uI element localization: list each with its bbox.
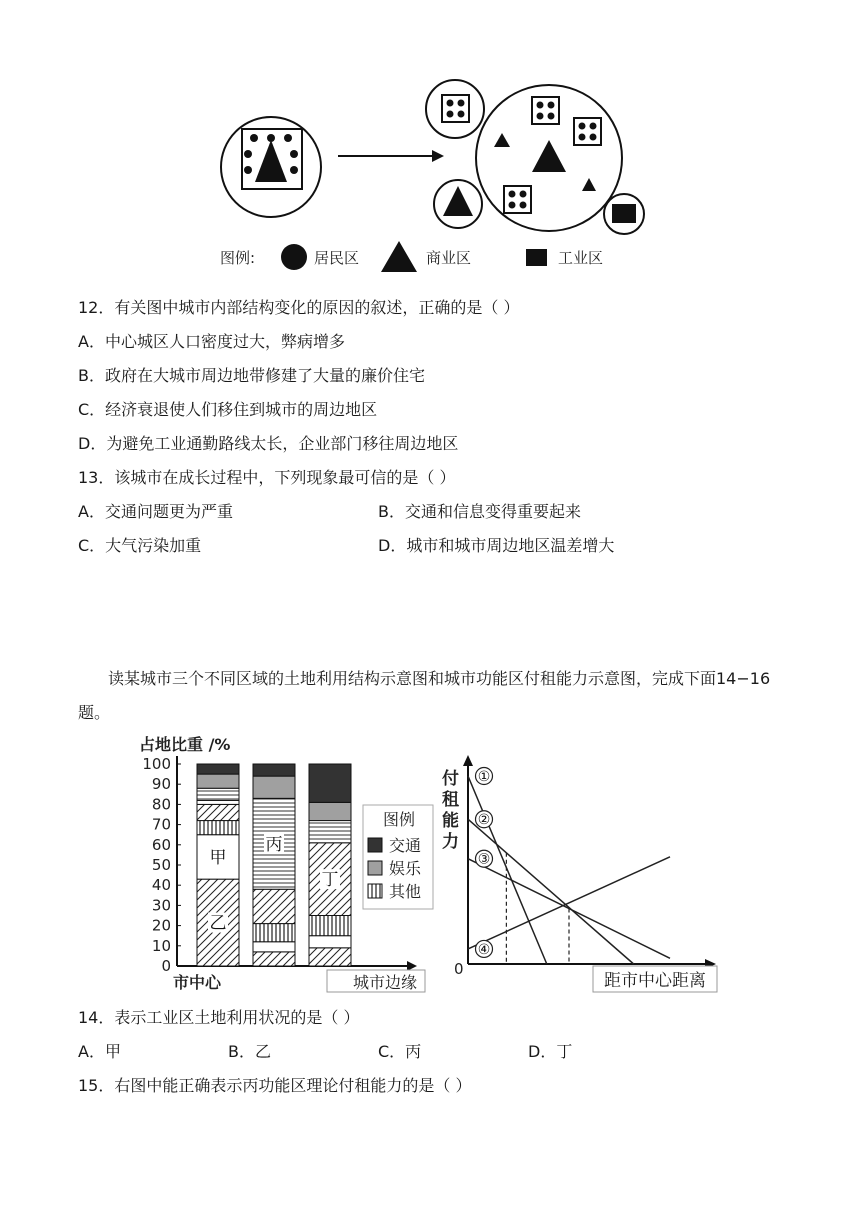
bar-segment [197,774,239,788]
bar-segment [197,788,239,800]
rent-x-axis-label: 距市中心距离 [604,971,706,991]
bar-y-tick-label: 0 [161,957,171,975]
bar-segment [309,948,351,966]
bar-y-tick-label: 40 [151,876,171,895]
arrow-right-icon [432,150,444,162]
q14-stem: 14．表示工业区土地利用状况的是（ ） [78,1008,360,1027]
bar-y-tick-label: 70 [151,815,171,834]
legend-commercial: 商业区 [426,249,472,267]
bar-y-axis-label: 占地比重 /% [139,735,231,754]
q12-option-d[interactable]: D．为避免工业通勤路线太长，企业部门移往周边地区 [78,434,459,453]
bar-segment [253,924,295,942]
bar-segment [309,802,351,820]
rent-y-axis-label: 付租能力 [442,769,459,852]
q12-option-a[interactable]: A．中心城区人口密度过大，弊病增多 [78,332,345,351]
rent-origin-label: 0 [454,960,464,978]
bar-segment [309,936,351,948]
bar-segment [309,821,351,843]
q13-option-b[interactable]: B．交通和信息变得重要起来 [378,502,581,521]
q12-option-b[interactable]: B．政府在大城市周边地带修建了大量的廉价住宅 [78,366,425,385]
bar-segment [253,764,295,776]
bar-segment-label: 丙 [265,834,283,855]
legend-title: 图例: [220,249,256,267]
bar-segment [197,821,239,835]
bar-segment [253,952,295,966]
q14-option-c[interactable]: C．丙 [378,1042,422,1061]
bar-y-tick-label: 30 [151,896,171,915]
q15-stem: 15．右图中能正确表示丙功能区理论付租能力的是（ ） [78,1076,472,1095]
rent-series-line [468,819,634,964]
commercial-triangle-icon [255,140,287,182]
bar-segment [309,764,351,802]
bar-legend-title: 图例 [383,810,416,829]
rent-series-line [468,776,547,964]
q14-option-d[interactable]: D．丁 [528,1042,573,1061]
rent-series-label: ① [477,769,491,785]
legend-residential: 居民区 [314,249,360,267]
industrial-legend-icon [526,249,547,266]
bar-segment [253,776,295,798]
bar-segment [197,804,239,820]
rent-series-label: ④ [477,941,491,958]
rent-series-line [468,857,670,949]
rent-series-label: ② [477,812,491,829]
q13-option-a[interactable]: A．交通问题更为严重 [78,502,233,521]
q14-option-b[interactable]: B．乙 [228,1042,271,1061]
q12-option-c[interactable]: C．经济衰退使人们移住到城市的周边地区 [78,400,378,419]
q13-option-d[interactable]: D．城市和城市周边地区温差增大 [378,536,615,555]
bar-y-tick-label: 80 [151,795,171,814]
bar-x-end-label: 城市边缘 [353,973,418,992]
bar-segment-label: 乙 [209,913,227,934]
legend-industrial: 工业区 [558,249,604,267]
bar-y-tick-label: 90 [151,775,171,794]
bar-y-tick-label: 10 [151,936,171,955]
bar-segment [253,942,295,952]
bar-segment [253,889,295,923]
legend-entertainment: 娱乐 [389,859,422,878]
bar-segment [197,800,239,804]
bar-segment [309,916,351,936]
q14-option-a[interactable]: A．甲 [78,1042,121,1061]
rent-series-label: ③ [477,851,491,868]
rent-series-line [468,859,670,959]
bar-segment-label: 丁 [321,870,339,891]
commercial-legend-icon [381,241,417,272]
q13-stem: 13．该城市在成长过程中，下列现象最可信的是（ ） [78,468,456,487]
legend-other: 其他 [389,882,422,901]
land-use-bar-chart [135,730,435,995]
q12-stem: 12．有关图中城市内部结构变化的原因的叙述，正确的是（ ） [78,298,520,317]
bid-rent-line-chart [438,752,728,997]
bar-segment [197,764,239,774]
q13-option-c[interactable]: C．大气污染加重 [78,536,202,555]
residential-legend-icon [281,244,307,270]
legend-traffic: 交通 [389,836,422,855]
bar-y-tick-label: 60 [151,835,171,854]
bar-x-start-label: 市中心 [173,973,222,992]
bar-segment-label: 甲 [209,847,227,868]
bar-y-tick-label: 20 [151,916,171,935]
intro-paragraph: 读某城市三个不同区域的土地利用结构示意图和城市功能区付租能力示意图，完成下面14−16 题。 [78,669,771,722]
city-structure-diagram [210,78,660,278]
bar-y-tick-label: 100 [142,755,171,773]
bar-y-tick-label: 50 [151,856,171,874]
